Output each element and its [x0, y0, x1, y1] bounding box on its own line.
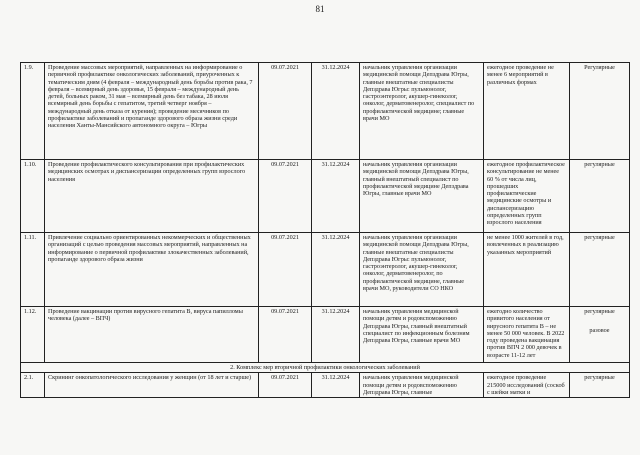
frequency-cell	[570, 233, 630, 307]
frequency-value: разовое	[589, 327, 610, 335]
measures-table	[20, 62, 630, 398]
event-cell: Проведение профилактического консультирования при профилактических медицинских осмотрах и диспансеризации определенных групп взрослого населения	[45, 160, 259, 233]
event-text: Проведение массовых мероприятий, направленных на информирование о первичной профилактике онкологических заболеваний, приуроченных к тематическим дням (4 февраля – международный день борьбы против рака, 7 февраля – всемирный день здоровья, 15 февраля – международный день детей, больных раком, 31 мая – всемирный день без табака, 28 июля всемирный день борьбы с гепатитом, третий четверг ноября – международный день отказа от курения); проведение месячников по профилактике заболеваний и пропаганде здорового образа жизни среди населения Ханты-Мансийского автономного округа – Югры	[48, 64, 253, 130]
row-number: 1.11.	[21, 233, 45, 307]
indicator-cell: ежегодное профилактическое консультирование не менее 60 % от числа лиц, прошедших профилактические медицинские осмотры и диспансеризацию определенных групп взрослого населения	[484, 160, 570, 233]
section-heading: 2. Комплекс мер вторичной профилактики онкологических заболеваний	[21, 363, 630, 373]
responsible-cell: начальник управления медицинской помощи детям и родовспоможению Депздрава Югры, главный внештатный специалист по инфекционным болезням Депздрава Югры, главные врачи МО	[360, 307, 484, 363]
table-row	[21, 373, 630, 398]
frequency-cell	[570, 160, 630, 233]
end-date-cell: 31.12.2024	[312, 233, 360, 307]
section-row	[21, 363, 630, 373]
frequency-cell	[570, 307, 630, 363]
event-cell: Скрининг онкопатологического исследования у женщин (от 18 лет и старше)	[45, 373, 259, 398]
start-date-cell: 09.07.2021	[259, 233, 312, 307]
frequency-value: регулярные	[584, 234, 615, 241]
start-date-cell: 09.07.2021	[259, 373, 312, 398]
indicator-cell: ежегодно количество привитого населения от вирусного гепатита В – не менее 50 000 человек. В 2022 году проведена вакцинация против ВПЧ 2 000 девочек в возрасте 11-12 лет	[484, 307, 570, 363]
frequency-value: регулярные	[584, 308, 615, 315]
frequency-cell	[570, 373, 630, 398]
table-row	[21, 307, 630, 363]
indicator-cell: ежегодное проведение 215000 исследований (соскоб с шейки матки и	[484, 373, 570, 398]
row-number: 1.9.	[21, 63, 45, 160]
frequency-value: регулярные	[584, 374, 615, 382]
frequency-value: регулярные	[584, 161, 615, 168]
frequency-spacer	[573, 315, 626, 327]
row-number: 1.12.	[21, 307, 45, 363]
responsible-cell: начальник управления организации медицинской помощи Депздрава Югры, главные внештатные специалисты Депздрава Югры: пульмонолог, гастроэнтеролог, акушер-гинеколог, онколог, дерматовенеролог, специалист по профилактической медицине; главные врачи МО	[360, 63, 484, 160]
page-number: 81	[315, 4, 325, 14]
end-date-cell: 31.12.2024	[312, 160, 360, 233]
start-date-cell: 09.07.2021	[259, 307, 312, 363]
start-date-cell: 09.07.2021	[259, 160, 312, 233]
responsible-cell: начальник управления медицинской помощи детям и родовспоможению Депздрава Югры, главные	[360, 373, 484, 398]
end-date-cell: 31.12.2024	[312, 307, 360, 363]
responsible-cell: начальник управления организации медицинской помощи Депздрава Югры, главный внештатный специалист по профилактической медицине Депздрава Югры, главные врачи МО	[360, 160, 484, 233]
table-row	[21, 233, 630, 307]
row-number: 1.10.	[21, 160, 45, 233]
end-date-cell: 31.12.2024	[312, 63, 360, 160]
frequency-value: Регулярные	[584, 64, 615, 71]
table-row	[21, 63, 630, 160]
event-cell: Проведение вакцинации против вирусного гепатита В, вируса папилломы человека (далее – ВПЧ)	[45, 307, 259, 363]
end-date-cell: 31.12.2024	[312, 373, 360, 398]
table-row	[21, 160, 630, 233]
start-date-cell: 09.07.2021	[259, 63, 312, 160]
responsible-cell: начальник управления организации медицинской помощи Депздрава Югры, главные внештатные специалисты Депздрава Югры: пульмонолог, гастроэнтеролог, акушер-гинеколог, онколог, дерматовенеролог, по профилактической медицине, главные врачи МО, руководители СО НКО	[360, 233, 484, 307]
event-cell	[45, 63, 259, 160]
row-number: 2.1.	[21, 373, 45, 398]
indicator-cell: не менее 1000 жителей в год, вовлеченных в реализацию указанных мероприятий	[484, 233, 570, 307]
event-cell: Привлечение социально ориентированных некоммерческих и общественных организаций с целью проведения массовых мероприятий, направленных на информирование о первичной профилактике злокачественных заболеваний, пропаганде здорового образа жизни	[45, 233, 259, 307]
indicator-cell: ежегодное проведение не менее 6 мероприятий в различных формах	[484, 63, 570, 160]
frequency-cell	[570, 63, 630, 160]
